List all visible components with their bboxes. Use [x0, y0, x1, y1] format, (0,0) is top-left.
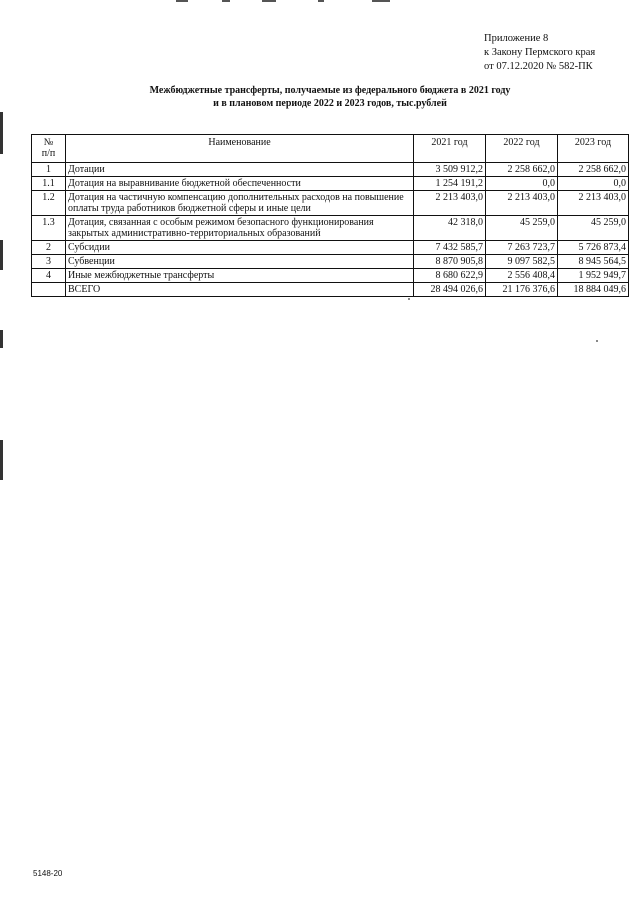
table-row — [32, 241, 629, 255]
row-2022: 2 213 403,0 — [486, 191, 558, 216]
row-2023: 8 945 564,5 — [558, 255, 629, 269]
table-row — [32, 269, 629, 283]
header-num-line1: № — [43, 137, 54, 148]
transfers-table — [31, 134, 629, 297]
appendix-number: Приложение 8 — [484, 33, 549, 44]
scan-speck — [408, 298, 410, 300]
row-name: Дотация на выравнивание бюджетной обеспеченности — [66, 177, 414, 191]
title-line-2: и в плановом периоде 2022 и 2023 годов, тыс.рублей — [213, 98, 447, 109]
row-num: 1.1 — [32, 177, 66, 191]
row-name: Дотация на частичную компенсацию дополнительных расходов на повышение оплаты труда работников бюджетной сферы и иные цели — [66, 191, 414, 216]
row-name: ВСЕГО — [66, 283, 414, 297]
header-num-line2: п/п — [41, 148, 56, 159]
row-2021: 8 680 622,9 — [414, 269, 486, 283]
row-2023: 18 884 049,6 — [558, 283, 629, 297]
header-2021: 2021 год — [414, 135, 486, 163]
row-2023: 5 726 873,4 — [558, 241, 629, 255]
header-name: Наименование — [66, 135, 414, 163]
table-row — [32, 216, 629, 241]
row-name: Дотация, связанная с особым режимом безопасного функционирования закрытых административно-территориальных образований — [66, 216, 414, 241]
table-row — [32, 191, 629, 216]
appendix-law-ref: к Закону Пермского края — [484, 47, 596, 58]
header-num — [32, 135, 66, 163]
scan-left-edge-mark — [0, 330, 3, 348]
header-2023: 2023 год — [558, 135, 629, 163]
row-num: 3 — [32, 255, 66, 269]
row-2022: 45 259,0 — [486, 216, 558, 241]
appendix-block — [484, 32, 634, 74]
row-name: Субвенции — [66, 255, 414, 269]
row-2021: 7 432 585,7 — [414, 241, 486, 255]
row-2021: 8 870 905,8 — [414, 255, 486, 269]
row-num — [32, 283, 66, 297]
table-row — [32, 177, 629, 191]
row-2021: 3 509 912,2 — [414, 163, 486, 177]
row-2021: 42 318,0 — [414, 216, 486, 241]
row-2023: 45 259,0 — [558, 216, 629, 241]
row-name: Иные межбюджетные трансферты — [66, 269, 414, 283]
table-row — [32, 163, 629, 177]
row-2023: 0,0 — [558, 177, 629, 191]
row-2022: 9 097 582,5 — [486, 255, 558, 269]
row-2021: 28 494 026,6 — [414, 283, 486, 297]
row-2021: 2 213 403,0 — [414, 191, 486, 216]
document-title — [60, 84, 600, 110]
title-line-1: Межбюджетные трансферты, получаемые из федерального бюджета в 2021 году — [149, 85, 511, 96]
table-row — [32, 255, 629, 269]
row-name: Дотации — [66, 163, 414, 177]
row-2023: 1 952 949,7 — [558, 269, 629, 283]
row-num: 1 — [32, 163, 66, 177]
row-2022: 21 176 376,6 — [486, 283, 558, 297]
row-num: 1.2 — [32, 191, 66, 216]
row-2022: 2 556 408,4 — [486, 269, 558, 283]
row-2022: 2 258 662,0 — [486, 163, 558, 177]
scan-speck — [596, 340, 598, 342]
row-2023: 2 213 403,0 — [558, 191, 629, 216]
header-2022: 2022 год — [486, 135, 558, 163]
scan-left-edge-mark — [0, 440, 3, 480]
scan-top-artifacts — [0, 0, 640, 3]
document-code: 5148-20 — [33, 869, 63, 878]
row-2021: 1 254 191,2 — [414, 177, 486, 191]
row-name: Субсидии — [66, 241, 414, 255]
table-header-row — [32, 135, 629, 163]
scan-left-edge-mark — [0, 240, 3, 270]
row-2023: 2 258 662,0 — [558, 163, 629, 177]
row-2022: 7 263 723,7 — [486, 241, 558, 255]
row-num: 1.3 — [32, 216, 66, 241]
appendix-date: от 07.12.2020 № 582-ПК — [484, 61, 593, 72]
row-num: 2 — [32, 241, 66, 255]
row-2022: 0,0 — [486, 177, 558, 191]
table-total-row — [32, 283, 629, 297]
row-num: 4 — [32, 269, 66, 283]
scan-left-edge-mark — [0, 112, 3, 154]
